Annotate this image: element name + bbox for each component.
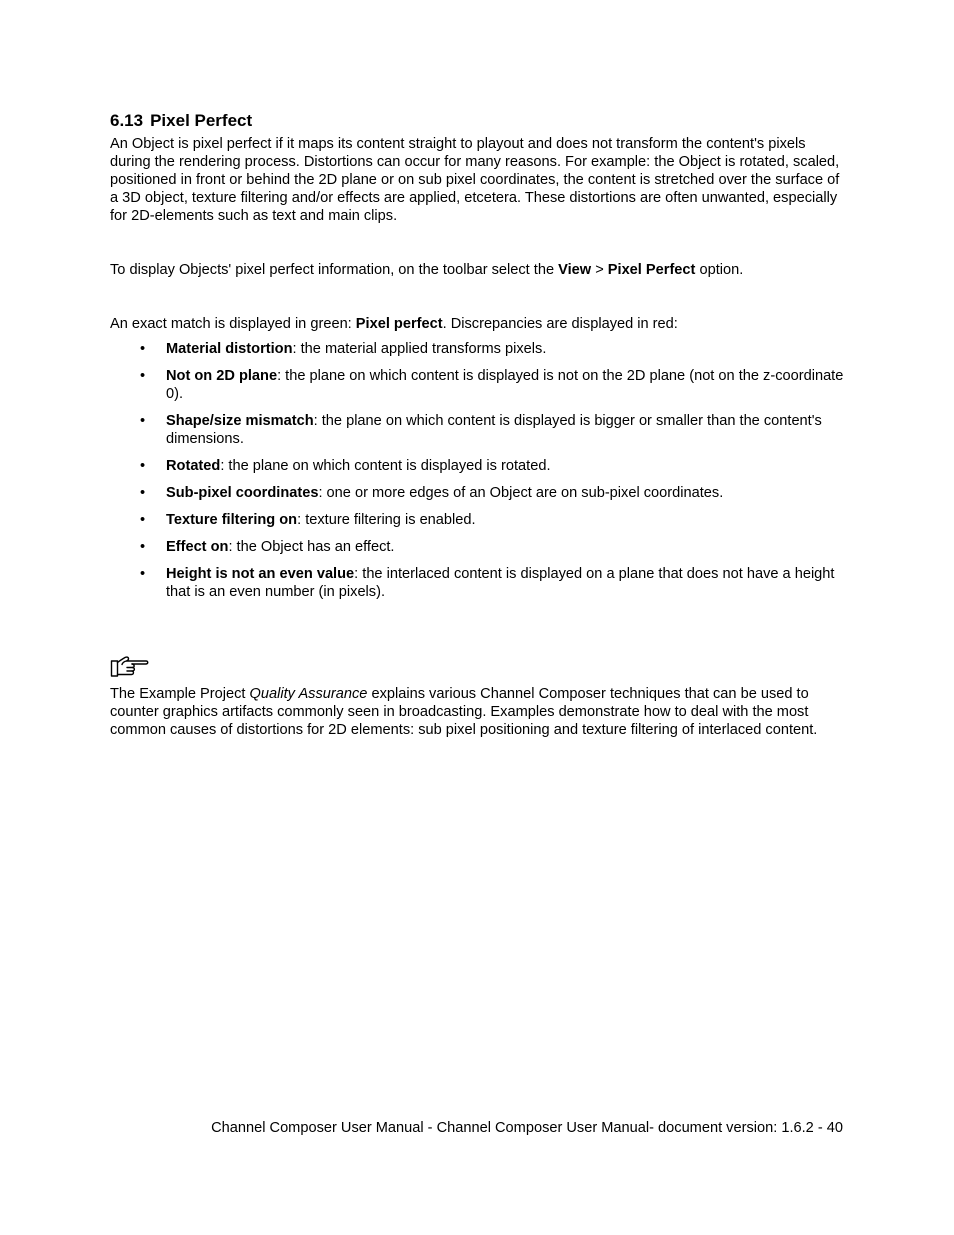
match-bold: Pixel perfect bbox=[355, 316, 443, 332]
page-footer: Channel Composer User Manual - Channel Composer User Manual- document version: 1.6.2 - 40 bbox=[211, 1120, 843, 1136]
list-item-desc: : the interlaced content is displayed on a plane that does not have a height that is an even number (in pixels). bbox=[166, 566, 835, 600]
list-item bbox=[110, 412, 845, 448]
list-item bbox=[110, 538, 845, 556]
list-item-desc: : the material applied transforms pixels. bbox=[292, 341, 547, 357]
list-item-term: Effect on bbox=[166, 539, 229, 555]
note-text-before: The Example Project bbox=[110, 686, 250, 702]
menu-view: View bbox=[558, 262, 592, 278]
list-item bbox=[110, 457, 845, 475]
section-number: 6.13 bbox=[110, 111, 144, 130]
bullet-glyph: • bbox=[140, 458, 146, 474]
toolbar-text-after: option. bbox=[695, 262, 744, 278]
list-item bbox=[110, 340, 845, 358]
bullet-glyph: • bbox=[140, 413, 146, 429]
match-text-after: . Discrepancies are displayed in red: bbox=[442, 316, 678, 332]
list-item-desc: : texture filtering is enabled. bbox=[297, 512, 476, 528]
note-project-name: Quality Assurance bbox=[249, 686, 368, 702]
page-content bbox=[110, 110, 845, 739]
list-item bbox=[110, 367, 845, 403]
list-item-term: Rotated bbox=[166, 458, 221, 474]
list-item-desc: : the Object has an effect. bbox=[228, 539, 395, 555]
match-text-before: An exact match is displayed in green: bbox=[110, 316, 356, 332]
distortion-list bbox=[110, 340, 845, 601]
intro-paragraph: An Object is pixel perfect if it maps its content straight to playout and does not transform the content's pixels during the rendering process. Distortions can occur for many reasons. For example: the Object is rotated, scaled, positioned in front or behind the 2D plane or on sub pixel coordinates, the content is stretched over the surface of a 3D object, texture filtering and/or effects are applied, etcetera. These distortions are often unwanted, especially for 2D-elements such as text and main clips. bbox=[110, 136, 840, 224]
bullet-glyph: • bbox=[140, 539, 146, 555]
menu-separator: > bbox=[591, 262, 608, 278]
note-text-after: explains various Channel Composer techniques that can be used to counter graphics artifacts commonly seen in broadcasting. Examples demonstrate how to deal with the most common causes of distortions for 2D elements: sub pixel positioning and texture filtering of interlaced content. bbox=[110, 686, 818, 738]
section-title: Pixel Perfect bbox=[150, 111, 253, 130]
list-item-desc: : the plane on which content is displayed is rotated. bbox=[220, 458, 551, 474]
bullet-glyph: • bbox=[140, 512, 146, 528]
list-item-desc: : one or more edges of an Object are on sub-pixel coordinates. bbox=[318, 485, 724, 501]
list-item-term: Material distortion bbox=[166, 341, 293, 357]
note-paragraph bbox=[110, 685, 845, 739]
bullet-glyph: • bbox=[140, 485, 146, 501]
list-item-desc: : the plane on which content is displayed is bigger or smaller than the content's dimensions. bbox=[166, 413, 822, 447]
list-item-term: Not on 2D plane bbox=[166, 368, 278, 384]
bullet-glyph: • bbox=[140, 368, 146, 384]
list-item bbox=[110, 484, 845, 502]
toolbar-instruction bbox=[110, 261, 845, 279]
list-item-term: Height is not an even value bbox=[166, 566, 355, 582]
list-item bbox=[110, 511, 845, 529]
menu-option-pixel-perfect: Pixel Perfect bbox=[607, 262, 696, 278]
list-item-term: Shape/size mismatch bbox=[166, 413, 314, 429]
bullet-glyph: • bbox=[140, 341, 146, 357]
list-item-desc: : the plane on which content is displayed is not on the 2D plane (not on the z-coordinate 0). bbox=[166, 368, 844, 402]
list-item-term: Sub-pixel coordinates bbox=[166, 485, 319, 501]
list-item bbox=[110, 565, 845, 601]
list-item-term: Texture filtering on bbox=[166, 512, 298, 528]
bullet-glyph: • bbox=[140, 566, 146, 582]
pointing-hand-icon bbox=[110, 654, 150, 682]
section-heading bbox=[110, 110, 845, 132]
match-paragraph bbox=[110, 315, 845, 333]
toolbar-text-before: To display Objects' pixel perfect information, on the toolbar select the bbox=[110, 262, 559, 278]
